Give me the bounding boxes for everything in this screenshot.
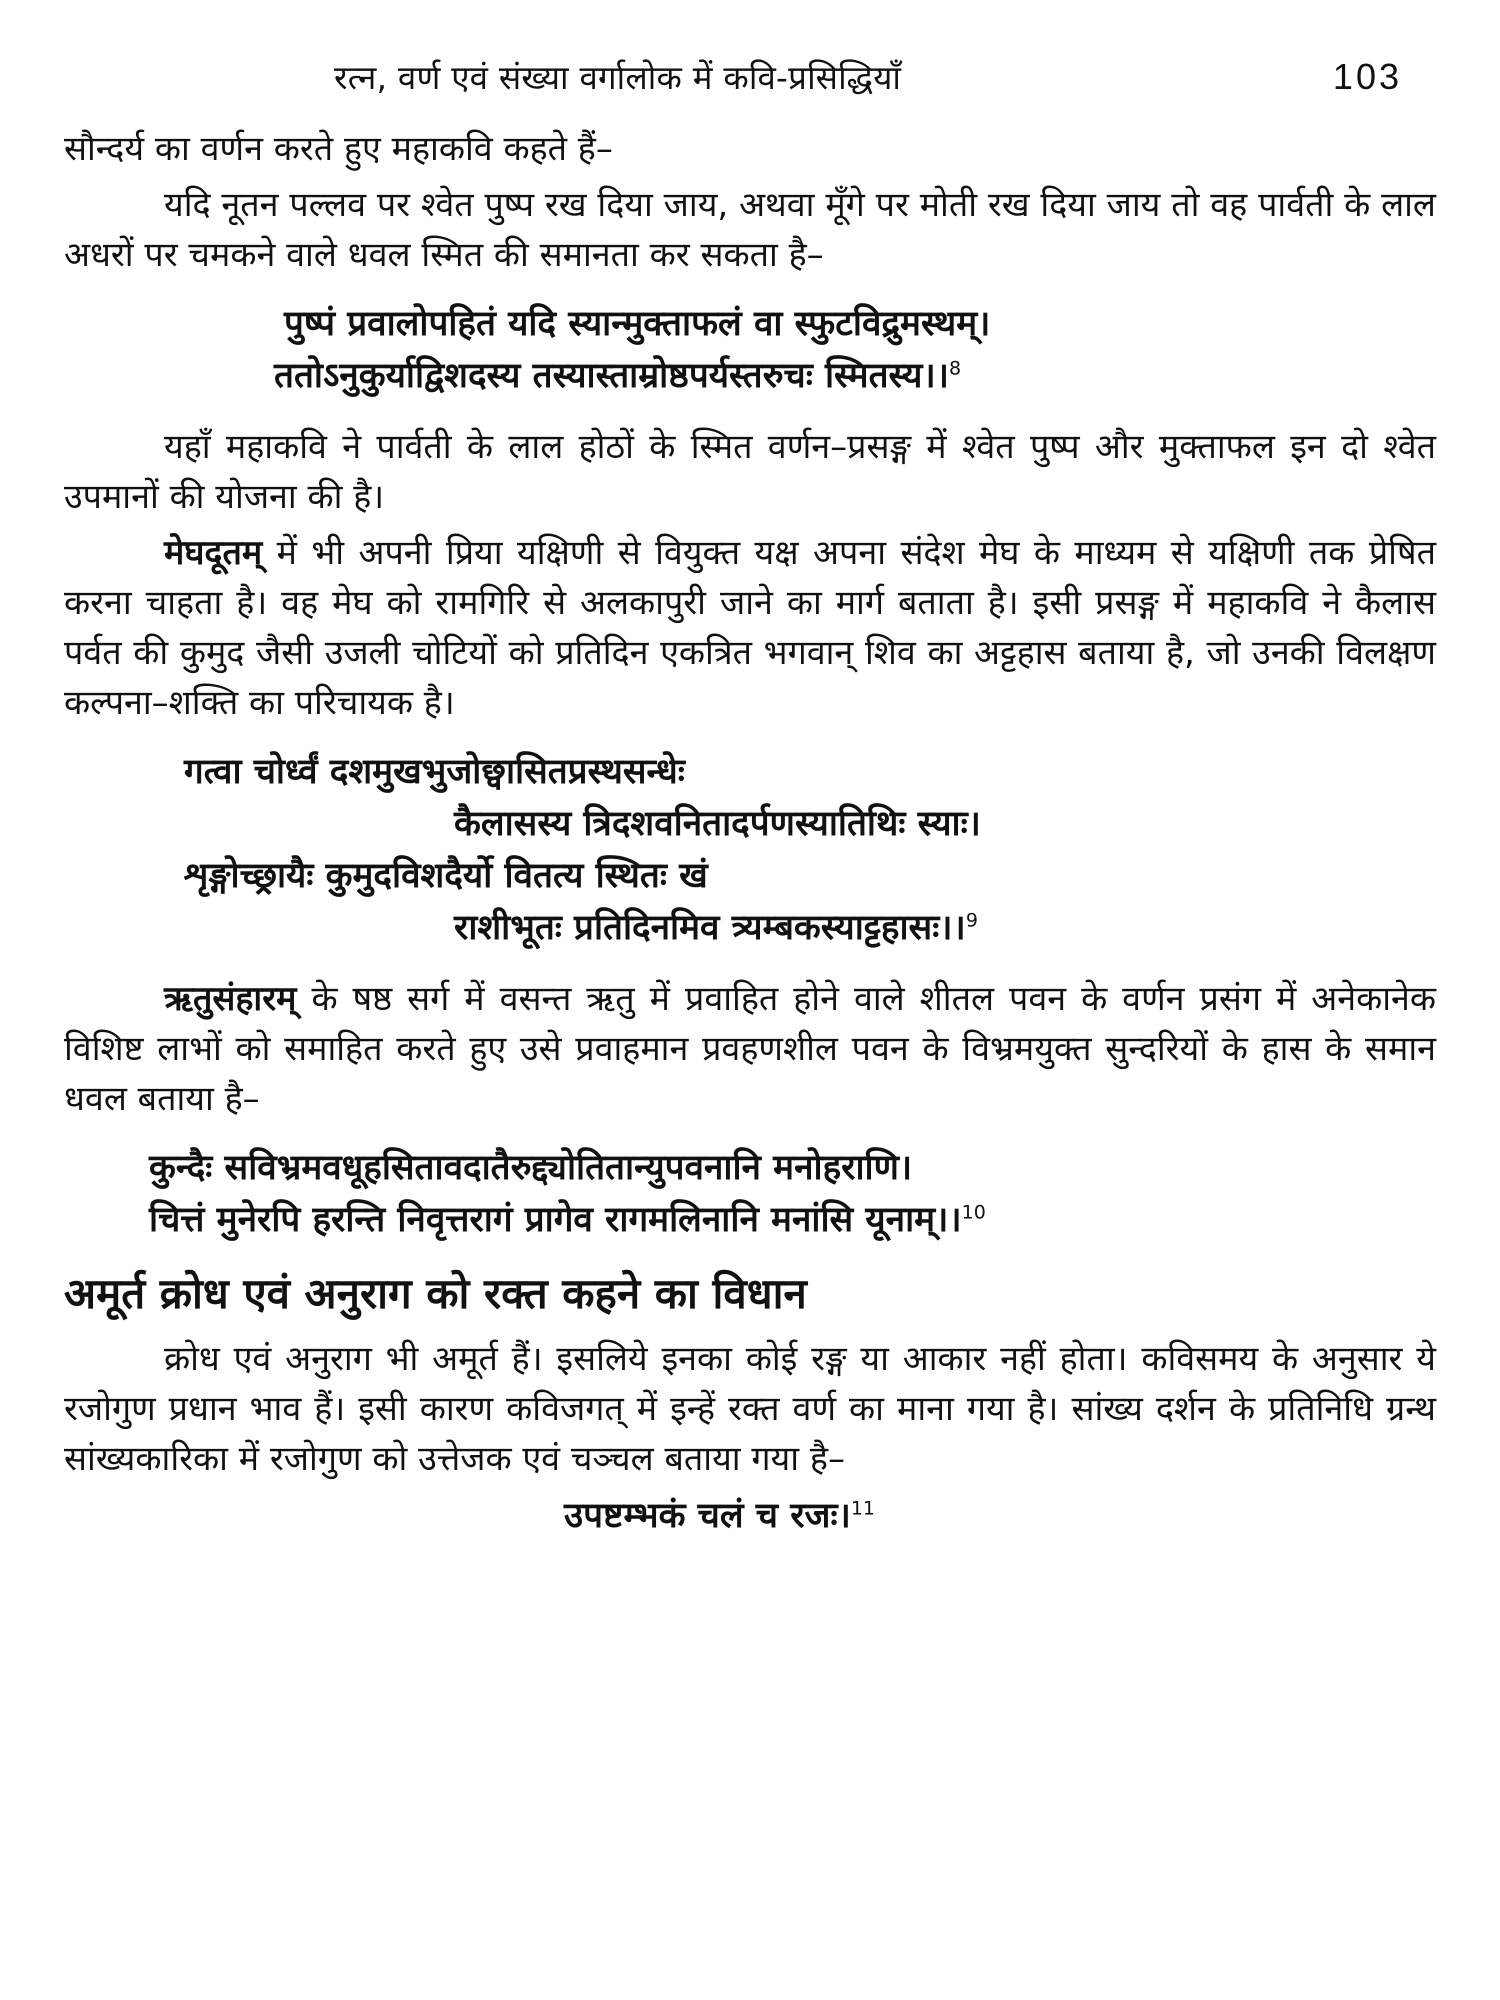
paragraph-4 [64, 528, 1436, 728]
verse-text: चित्तं मुनेरपि हरन्ति निवृत्तरागं प्रागेव रागमलिनानि मनांसि यूनाम्।। [149, 1200, 962, 1240]
verse-kumarasambhava [64, 298, 1436, 402]
verse-sankhya [64, 1490, 1436, 1542]
verse-text: उपष्टम्भकं चलं च रजः। [564, 1496, 851, 1536]
footnote-marker: 8 [949, 357, 962, 380]
verse-line: पुष्पं प्रवालोपहितं यदि स्यान्मुक्ताफलं वा स्फुटविद्रुमस्थम्। [284, 304, 991, 344]
verse-line: कैलासस्य त्रिदशवनितादर्पणस्यातिथिः स्याः। [454, 804, 981, 844]
footnote-marker: 11 [850, 1497, 876, 1520]
page-header [64, 48, 1436, 110]
paragraph-text: में भी अपनी प्रिया यक्षिणी से वियुक्त यक्ष अपना संदेश मेघ के माध्यम से यक्षिणी तक प्रेषित करना चाहता है। वह मेघ को रामगिरि से अलकापुरी जाने का मार्ग बताता है। इसी प्रसङ्ग में महाकवि ने कैलास पर्वत की कुमुद जैसी उजली चोटियों को प्रतिदिन एकत्रित भगवान् शिव का अट्टहास बताया है, जो उनकी विलक्षण कल्पना–शक्ति का परिचायक है। [64, 533, 1436, 723]
paragraph-1: सौन्दर्य का वर्णन करते हुए महाकवि कहते हैं– [64, 129, 613, 169]
verse-text: राशीभूतः प्रतिदिनमिव त्र्यम्बकस्याट्टहासः।। [454, 908, 966, 948]
running-title: रत्न, वर्ण एवं संख्या वर्गालोक में कवि-प्रसिद्धियाँ [334, 58, 902, 97]
paragraph-6: क्रोध एवं अनुराग भी अमूर्त हैं। इसलिये इनका कोई रङ्ग या आकार नहीं होता। कविसमय के अनुसार ये रजोगुण प्रधान भाव हैं। इसी कारण कविजगत् में इन्हें रक्त वर्ण का माना गया है। सांख्य दर्शन के प्रतिनिधि ग्रन्थ सांख्यकारिका में रजोगुण को उत्तेजक एवं चञ्चल बताया गया है– [64, 1339, 1436, 1479]
verse-line: शृङ्गोच्छ्रायैः कुमुदविशदैर्यो वितत्य स्थितः खं [184, 856, 708, 896]
paragraph-3: यहाँ महाकवि ने पार्वती के लाल होठों के स्मित वर्णन–प्रसङ्ग में श्वेत पुष्प और मुक्ताफल इन दो श्वेत उपमानों की योजना की है। [64, 427, 1436, 517]
verse-meghaduta [64, 746, 1436, 954]
work-title: ऋतुसंहारम् [164, 979, 297, 1019]
verse-line: कुन्दैः सविभ्रमवधूहसितावदातैरुद्द्योतितान्युपवनानि मनोहराणि। [149, 1148, 913, 1188]
verse-line [64, 1194, 1436, 1246]
section-heading: अमूर्त क्रोध एवं अनुराग को रक्त कहने का विधान [64, 1269, 807, 1318]
page-number: 103 [1332, 56, 1402, 97]
verse-ritusamhara [64, 1142, 1436, 1246]
footnote-marker: 10 [961, 1201, 986, 1224]
verse-line [64, 902, 1436, 954]
footnote-marker: 9 [965, 909, 978, 932]
verse-text: ततोऽनुकुर्याद्विशदस्य तस्यास्ताम्रोष्ठपर्यस्तरुचः स्मितस्य।। [274, 356, 949, 396]
paragraph-5 [64, 974, 1436, 1124]
paragraph-text: के षष्ठ सर्ग में वसन्त ऋतु में प्रवाहित होने वाले शीतल पवन के वर्णन प्रसंग में अनेकानेक विशिष्ट लाभों को समाहित करते हुए उसे प्रवाहमान प्रवहणशील पवन के विभ्रमयुक्त सुन्दरियों के हास के समान धवल बताया है– [64, 979, 1436, 1119]
verse-line: गत्वा चोर्ध्वं दशमुखभुजोछ्वासितप्रस्थसन्धेः [184, 752, 685, 792]
verse-line [64, 350, 1436, 402]
paragraph-2: यदि नूतन पल्लव पर श्वेत पुष्प रख दिया जाय, अथवा मूँगे पर मोती रख दिया जाय तो वह पार्वती के लाल अधरों पर चमकने वाले धवल स्मित की समानता कर सकता है– [64, 185, 1436, 275]
work-title: मेघदूतम् [164, 533, 263, 573]
